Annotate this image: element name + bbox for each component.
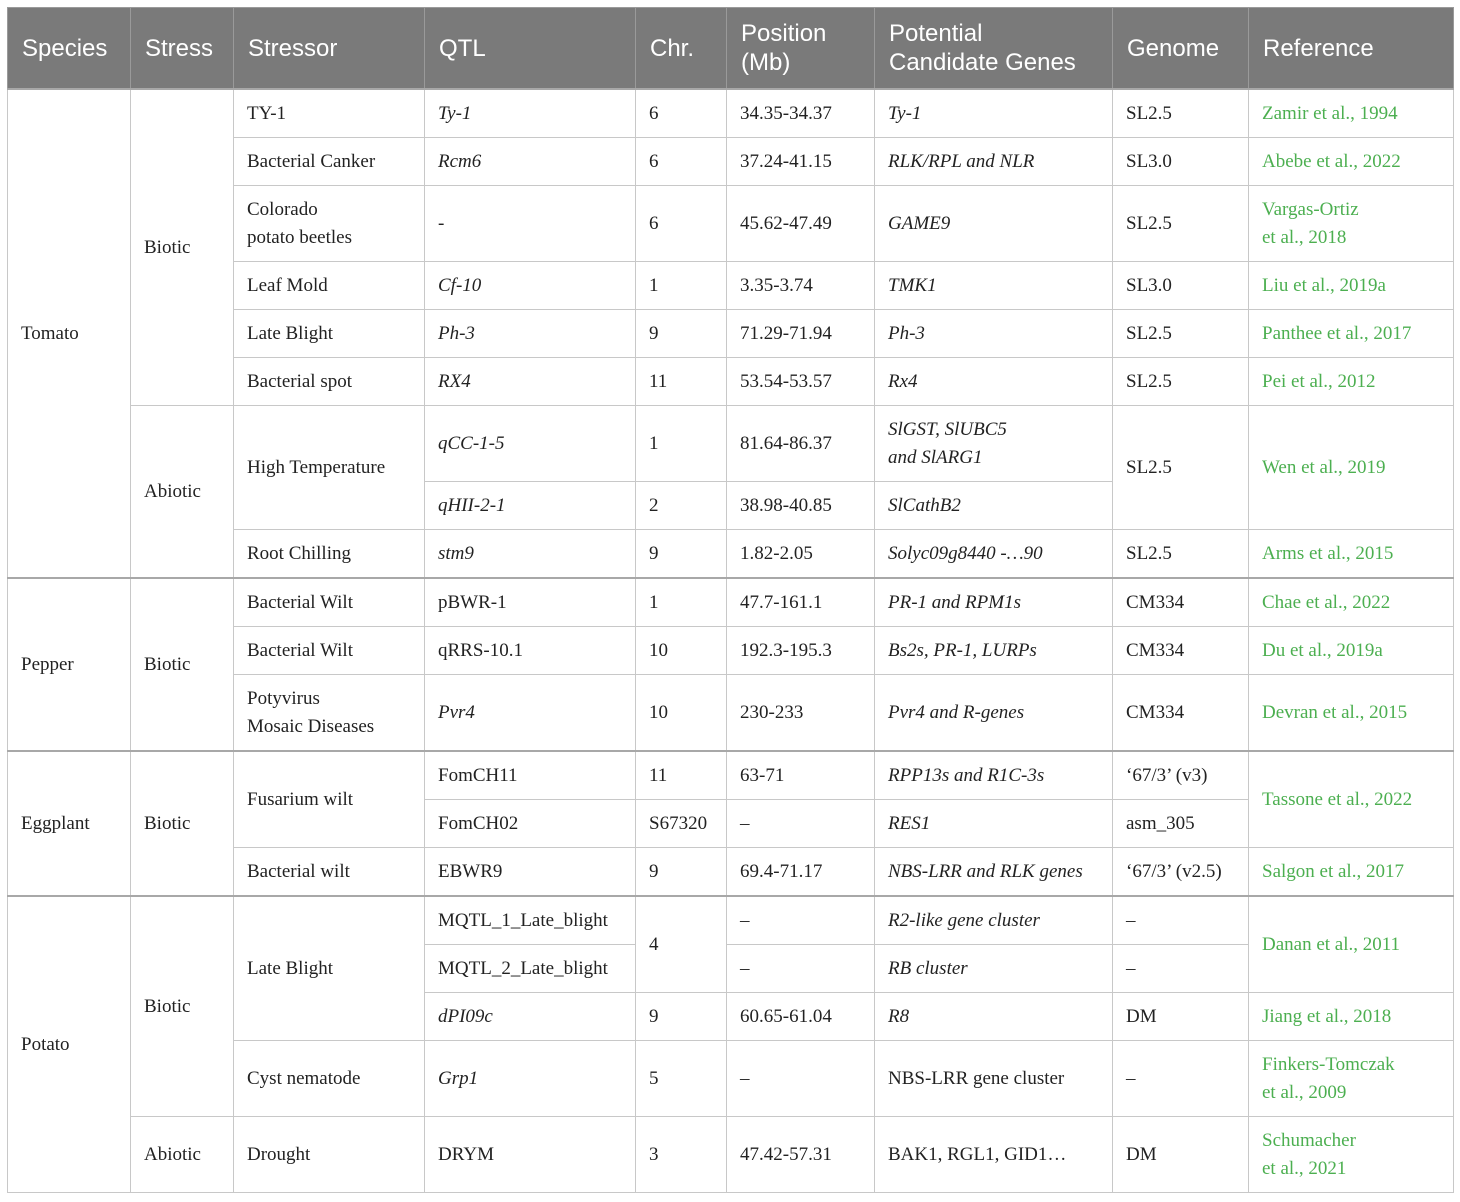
stressor-cell: Cyst nematode (234, 1041, 425, 1117)
stress-cell: Biotic (131, 89, 234, 406)
genome-cell: SL2.5 (1113, 186, 1249, 262)
qtl-cell: dPI09c (425, 993, 636, 1041)
genome-cell: SL2.5 (1113, 406, 1249, 530)
position-cell: – (727, 800, 875, 848)
qtl-cell: MQTL_2_Late_blight (425, 945, 636, 993)
reference-link[interactable]: Danan et al., 2011 (1249, 896, 1454, 993)
stressor-cell: Bacterial Wilt (234, 578, 425, 627)
genes-line: and SlARG1 (888, 446, 983, 468)
chr-cell: 6 (636, 186, 727, 262)
qtl-cell: Rcm6 (425, 138, 636, 186)
header-chr: Chr. (636, 8, 727, 90)
reference-link[interactable]: Tassone et al., 2022 (1249, 751, 1454, 848)
stressor-cell: Bacterial Wilt (234, 627, 425, 675)
genome-cell: asm_305 (1113, 800, 1249, 848)
stress-cell: Abiotic (131, 406, 234, 579)
reference-link[interactable]: Zamir et al., 1994 (1249, 89, 1454, 138)
reference-link[interactable]: Abebe et al., 2022 (1249, 138, 1454, 186)
qtl-cell: FomCH11 (425, 751, 636, 800)
header-genes-line2: Candidate Genes (889, 49, 1076, 76)
qtl-cell: FomCH02 (425, 800, 636, 848)
qtl-cell: RX4 (425, 358, 636, 406)
reference-link[interactable] (1249, 1041, 1454, 1117)
chr-cell: 9 (636, 530, 727, 579)
qtl-cell: pBWR-1 (425, 578, 636, 627)
reference-line: Schumacher (1262, 1129, 1356, 1151)
stressor-line: Mosaic Diseases (247, 715, 375, 737)
stressor-cell: Late Blight (234, 310, 425, 358)
table-row (8, 896, 1454, 945)
species-cell: Eggplant (8, 751, 131, 896)
table-row (8, 89, 1454, 138)
chr-cell: 1 (636, 262, 727, 310)
chr-cell: 9 (636, 848, 727, 897)
chr-cell: 1 (636, 578, 727, 627)
position-cell: 60.65-61.04 (727, 993, 875, 1041)
genome-cell: SL2.5 (1113, 530, 1249, 579)
reference-line: et al., 2021 (1262, 1157, 1347, 1179)
position-cell: 47.42-57.31 (727, 1117, 875, 1193)
header-position (727, 8, 875, 90)
header-row (8, 8, 1454, 90)
stressor-cell: Drought (234, 1117, 425, 1193)
genome-cell: SL2.5 (1113, 310, 1249, 358)
reference-link[interactable]: Salgon et al., 2017 (1249, 848, 1454, 897)
genes-cell: BAK1, RGL1, GID1… (875, 1117, 1113, 1193)
stress-cell: Biotic (131, 896, 234, 1117)
chr-cell: 6 (636, 89, 727, 138)
genes-cell: R8 (875, 993, 1113, 1041)
qtl-cell: stm9 (425, 530, 636, 579)
genome-cell: CM334 (1113, 627, 1249, 675)
reference-line: Finkers-Tomczak (1262, 1053, 1395, 1075)
stressor-cell: Leaf Mold (234, 262, 425, 310)
qtl-cell: DRYM (425, 1117, 636, 1193)
position-cell: 3.35-3.74 (727, 262, 875, 310)
header-position-line1: Position (741, 20, 827, 47)
stressor-cell: High Temperature (234, 406, 425, 530)
reference-line: et al., 2009 (1262, 1081, 1347, 1103)
reference-link[interactable]: Arms et al., 2015 (1249, 530, 1454, 579)
chr-cell: 9 (636, 993, 727, 1041)
genome-cell: SL2.5 (1113, 89, 1249, 138)
position-cell: 192.3-195.3 (727, 627, 875, 675)
reference-link[interactable]: Du et al., 2019a (1249, 627, 1454, 675)
position-cell: 63-71 (727, 751, 875, 800)
chr-cell: 11 (636, 751, 727, 800)
reference-link[interactable] (1249, 186, 1454, 262)
genome-cell: CM334 (1113, 675, 1249, 752)
chr-cell: 1 (636, 406, 727, 482)
position-cell: 34.35-34.37 (727, 89, 875, 138)
genes-line: SlGST, SlUBC5 (888, 418, 1007, 440)
reference-link[interactable]: Jiang et al., 2018 (1249, 993, 1454, 1041)
position-cell: 81.64-86.37 (727, 406, 875, 482)
chr-cell: 10 (636, 675, 727, 752)
genome-cell: – (1113, 945, 1249, 993)
chr-cell: 9 (636, 310, 727, 358)
position-cell: 45.62-47.49 (727, 186, 875, 262)
position-cell: 1.82-2.05 (727, 530, 875, 579)
genes-cell: GAME9 (875, 186, 1113, 262)
stressor-line: potato beetles (247, 226, 352, 248)
genes-cell: RB cluster (875, 945, 1113, 993)
stressor-cell (234, 186, 425, 262)
qtl-cell: Grp1 (425, 1041, 636, 1117)
stressor-cell (234, 675, 425, 752)
stress-cell: Biotic (131, 751, 234, 896)
genome-cell: SL3.0 (1113, 138, 1249, 186)
header-reference: Reference (1249, 8, 1454, 90)
table-row (8, 751, 1454, 800)
genome-cell: DM (1113, 1117, 1249, 1193)
genes-cell: RLK/RPL and NLR (875, 138, 1113, 186)
chr-cell: 2 (636, 482, 727, 530)
reference-link[interactable]: Wen et al., 2019 (1249, 406, 1454, 530)
stressor-cell: Bacterial Canker (234, 138, 425, 186)
genes-cell (875, 406, 1113, 482)
reference-line: et al., 2018 (1262, 226, 1347, 248)
reference-link[interactable]: Chae et al., 2022 (1249, 578, 1454, 627)
genome-cell: – (1113, 1041, 1249, 1117)
chr-cell: 3 (636, 1117, 727, 1193)
chr-cell: S67320 (636, 800, 727, 848)
genes-cell: SlCathB2 (875, 482, 1113, 530)
qtl-table (7, 7, 1454, 1193)
genome-cell: SL2.5 (1113, 358, 1249, 406)
position-cell: 230-233 (727, 675, 875, 752)
stressor-line: Potyvirus (247, 687, 320, 709)
table-row (8, 1117, 1454, 1193)
genes-cell: PR-1 and RPM1s (875, 578, 1113, 627)
genes-cell: Ty-1 (875, 89, 1113, 138)
genes-cell: R2-like gene cluster (875, 896, 1113, 945)
stressor-cell: Bacterial spot (234, 358, 425, 406)
genes-cell: RPP13s and R1C-3s (875, 751, 1113, 800)
stressor-cell: Late Blight (234, 896, 425, 1041)
position-cell: 69.4-71.17 (727, 848, 875, 897)
genes-cell: Solyc09g8440 -…90 (875, 530, 1113, 579)
position-cell: – (727, 896, 875, 945)
genome-cell: ‘67/3’ (v2.5) (1113, 848, 1249, 897)
header-stressor: Stressor (234, 8, 425, 90)
genome-cell: DM (1113, 993, 1249, 1041)
species-cell: Potato (8, 896, 131, 1193)
genome-cell: ‘67/3’ (v3) (1113, 751, 1249, 800)
qtl-cell: qRRS-10.1 (425, 627, 636, 675)
qtl-cell: EBWR9 (425, 848, 636, 897)
position-cell: 37.24-41.15 (727, 138, 875, 186)
table-row (8, 406, 1454, 482)
position-cell: – (727, 1041, 875, 1117)
header-genes (875, 8, 1113, 90)
genes-cell: NBS-LRR gene cluster (875, 1041, 1113, 1117)
reference-link[interactable]: Panthee et al., 2017 (1249, 310, 1454, 358)
stressor-cell: Fusarium wilt (234, 751, 425, 848)
qtl-cell: Ph-3 (425, 310, 636, 358)
qtl-cell: MQTL_1_Late_blight (425, 896, 636, 945)
qtl-cell: Ty-1 (425, 89, 636, 138)
stressor-line: Colorado (247, 198, 318, 220)
qtl-cell: Pvr4 (425, 675, 636, 752)
stress-cell: Biotic (131, 578, 234, 751)
genes-cell: Ph-3 (875, 310, 1113, 358)
position-cell: – (727, 945, 875, 993)
qtl-cell: Cf-10 (425, 262, 636, 310)
species-cell: Tomato (8, 89, 131, 578)
genes-cell: RES1 (875, 800, 1113, 848)
genome-cell: – (1113, 896, 1249, 945)
genes-cell: NBS-LRR and RLK genes (875, 848, 1113, 897)
table-row (8, 578, 1454, 627)
stressor-cell: TY-1 (234, 89, 425, 138)
reference-link[interactable]: Pei et al., 2012 (1249, 358, 1454, 406)
header-genome: Genome (1113, 8, 1249, 90)
position-cell: 53.54-53.57 (727, 358, 875, 406)
header-species: Species (8, 8, 131, 90)
reference-line: Vargas-Ortiz (1262, 198, 1359, 220)
reference-link[interactable]: Devran et al., 2015 (1249, 675, 1454, 752)
position-cell: 71.29-71.94 (727, 310, 875, 358)
genes-cell: Rx4 (875, 358, 1113, 406)
genome-cell: SL3.0 (1113, 262, 1249, 310)
chr-cell: 11 (636, 358, 727, 406)
chr-cell: 10 (636, 627, 727, 675)
qtl-cell: qHII-2-1 (425, 482, 636, 530)
chr-cell: 6 (636, 138, 727, 186)
chr-cell: 5 (636, 1041, 727, 1117)
qtl-cell: qCC-1-5 (425, 406, 636, 482)
stressor-cell: Root Chilling (234, 530, 425, 579)
species-cell: Pepper (8, 578, 131, 751)
header-position-line2: (Mb) (741, 49, 791, 76)
chr-cell: 4 (636, 896, 727, 993)
reference-link[interactable]: Liu et al., 2019a (1249, 262, 1454, 310)
genome-cell: CM334 (1113, 578, 1249, 627)
qtl-cell: - (425, 186, 636, 262)
header-genes-line1: Potential (889, 20, 983, 47)
position-cell: 38.98-40.85 (727, 482, 875, 530)
reference-link[interactable] (1249, 1117, 1454, 1193)
genes-cell: TMK1 (875, 262, 1113, 310)
stress-cell: Abiotic (131, 1117, 234, 1193)
stressor-cell: Bacterial wilt (234, 848, 425, 897)
header-qtl: QTL (425, 8, 636, 90)
genes-cell: Bs2s, PR-1, LURPs (875, 627, 1113, 675)
header-stress: Stress (131, 8, 234, 90)
genes-cell: Pvr4 and R-genes (875, 675, 1113, 752)
position-cell: 47.7-161.1 (727, 578, 875, 627)
